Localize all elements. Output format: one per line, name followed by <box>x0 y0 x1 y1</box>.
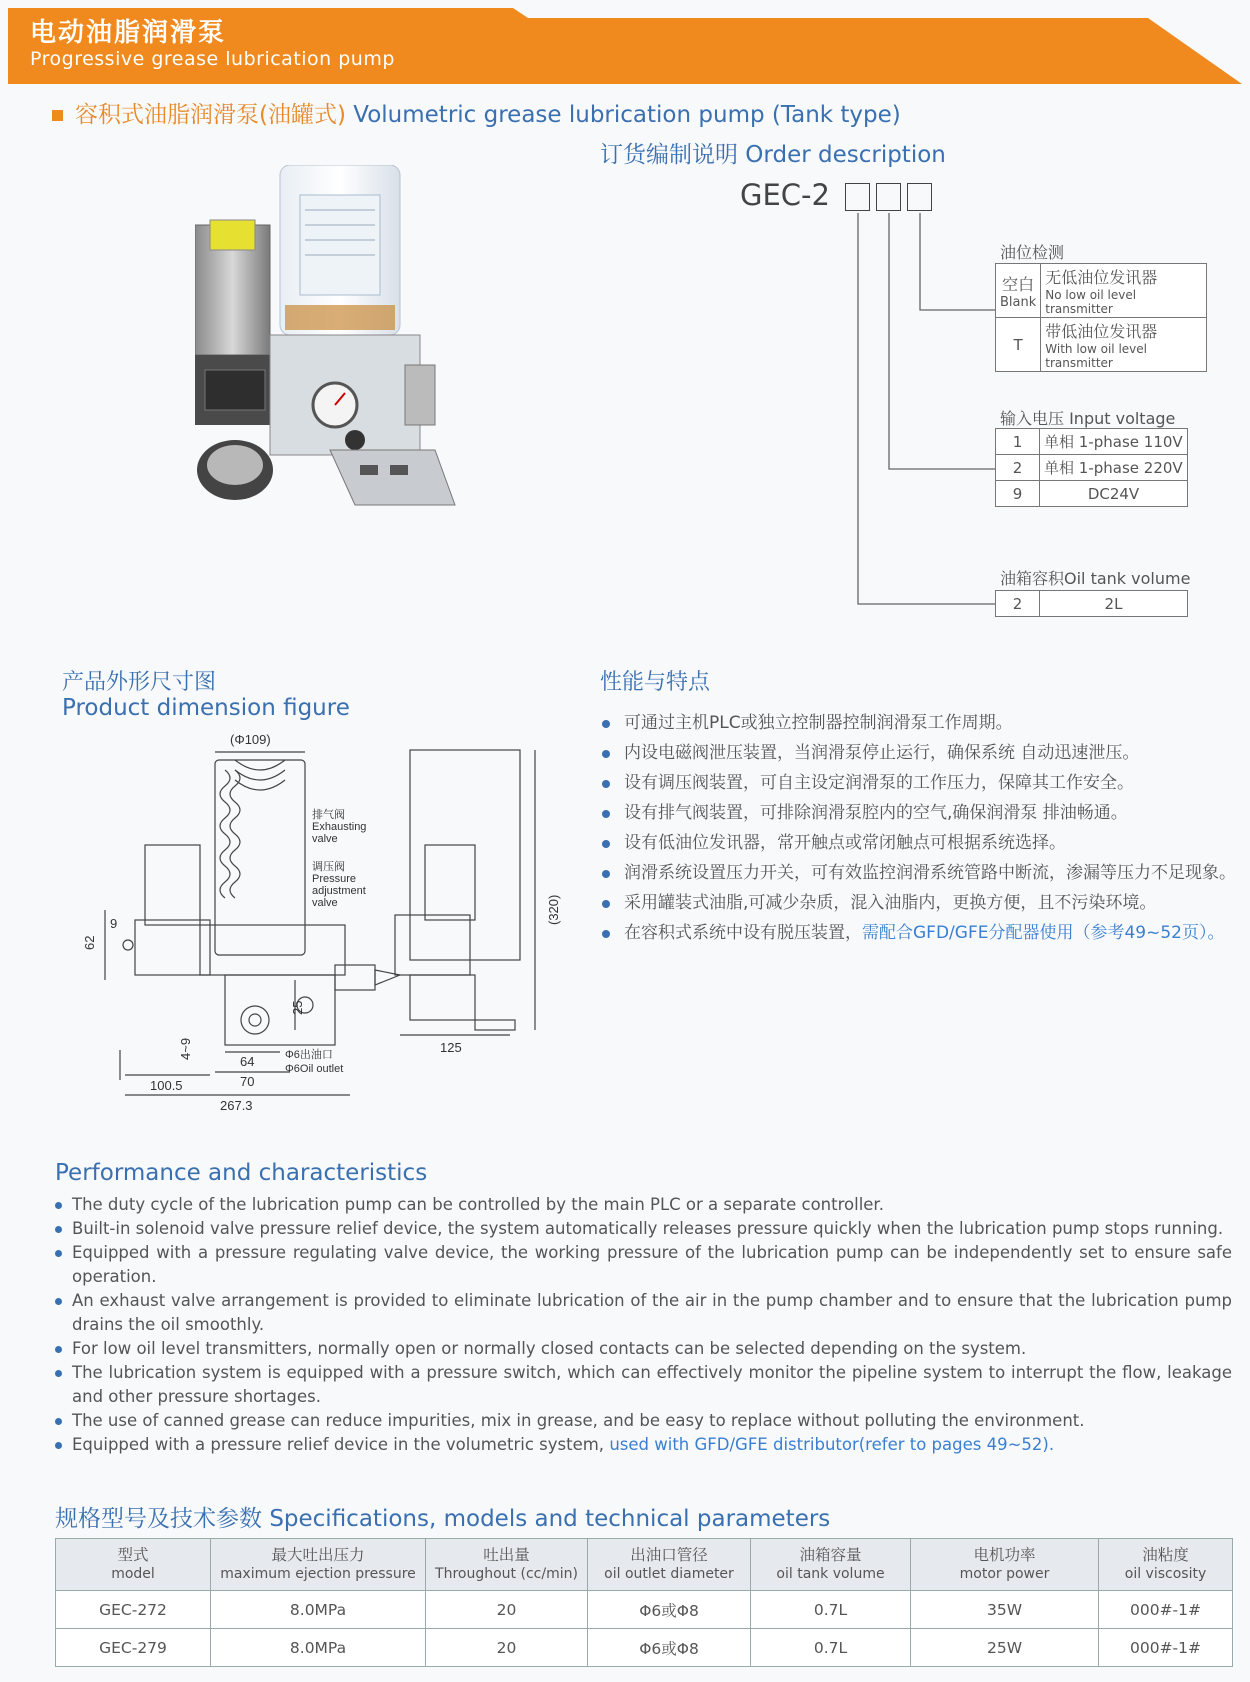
list-item: 设有排气阀装置，可排除润滑泵腔内的空气,确保润滑泵 排油畅通。 <box>598 798 1238 828</box>
table-cell: Φ6或Φ8 <box>588 1629 751 1667</box>
performance-title-en: Performance and characteristics <box>55 1160 428 1186</box>
dim-label-70: 70 <box>240 1074 255 1089</box>
column-header: 油箱容量 oil tank volume <box>751 1539 911 1591</box>
list-item <box>598 918 1238 948</box>
option-key: 2 <box>996 591 1040 617</box>
option-title-tank: 油箱容积Oil tank volume <box>1000 569 1191 588</box>
product-photo <box>195 165 485 535</box>
code-box-level <box>907 183 932 211</box>
column-header: 型式 model <box>56 1539 211 1591</box>
option-title-voltage: 输入电压 Input voltage <box>1000 409 1176 428</box>
option-desc: DC24V <box>1040 481 1188 507</box>
list-item: 采用罐装式油脂,可减少杂质，混入油脂内，更换方便，且不污染环境。 <box>598 888 1238 918</box>
dim-label-pressure-cn: 调压阀 <box>312 861 345 873</box>
table-cell: 000#-1# <box>1099 1591 1233 1629</box>
list-item: For low oil level transmitters, normally open or normally closed contacts can be selected depending on the system. <box>52 1337 1232 1361</box>
list-item <box>52 1433 1232 1457</box>
features-title-cn: 性能与特点 <box>600 670 711 695</box>
code-box-voltage <box>845 183 870 211</box>
list-item-text: 在容积式系统中设有脱压装置， <box>624 923 862 943</box>
list-item: Equipped with a pressure regulating valve device, the working pressure of the lubrication pump can be independently set to ensure safe operation. <box>52 1241 1232 1289</box>
table-cell: 20 <box>426 1629 588 1667</box>
dimension-title-cn: 产品外形尺寸图 <box>62 670 217 695</box>
table-cell: 000#-1# <box>1099 1629 1233 1667</box>
dim-label-pressure-en: valve <box>312 897 338 909</box>
dim-label-outlet-cn: Φ6出油口 <box>285 1049 333 1061</box>
dim-label-64: 64 <box>240 1054 255 1069</box>
option-title-oil-level: 油位检测 <box>1000 243 1065 262</box>
dim-label-exhaust-en: Exhausting <box>312 821 367 833</box>
option-key: 空白 <box>1002 274 1035 294</box>
option-desc: 1-phase 110V <box>1078 433 1183 451</box>
list-item-text: Equipped with a pressure relief device in the volumetric system, <box>72 1435 610 1454</box>
table-cell: 0.7L <box>751 1629 911 1667</box>
option-desc-cn: 单相 <box>1044 459 1075 477</box>
column-header: 出油口管径 oil outlet diameter <box>588 1539 751 1591</box>
table-row <box>56 1629 1233 1667</box>
list-item: 润滑系统设置压力开关，可有效监控润滑系统管路中断流，渗漏等压力不足现象。 <box>598 858 1238 888</box>
section-heading <box>52 96 901 129</box>
dim-label-pressure-en: adjustment <box>312 885 366 897</box>
table-cell: GEC-272 <box>56 1591 211 1629</box>
section-heading-en: Volumetric grease lubrication pump (Tank type) <box>353 102 901 128</box>
code-box-tank <box>876 183 901 211</box>
table-cell: GEC-279 <box>56 1629 211 1667</box>
specs-title-cn: 规格型号及技术参数 <box>55 1506 262 1532</box>
table-row <box>56 1591 1233 1629</box>
option-row <box>996 429 1188 455</box>
option-key: T <box>996 318 1041 372</box>
option-desc: 2L <box>1040 591 1188 617</box>
dim-label-125: 125 <box>440 1040 462 1055</box>
list-item: 可通过主机PLC或独立控制器控制润滑泵工作周期。 <box>598 708 1238 738</box>
performance-list-en <box>52 1193 1232 1457</box>
section-heading-cn: 容积式油脂润滑泵(油罐式) <box>75 102 346 128</box>
option-desc-cn: 单相 <box>1044 433 1075 451</box>
dimension-title-en: Product dimension figure <box>62 695 350 721</box>
option-table-tank <box>995 590 1188 617</box>
dim-label-25: 25 <box>290 1000 305 1015</box>
option-key: 1 <box>996 429 1040 455</box>
list-item: Built-in solenoid valve pressure relief device, the system automatically releases pressure quickly when the lubrication pump stops running. <box>52 1217 1232 1241</box>
features-list-cn <box>598 708 1238 948</box>
order-description-title: 订货编制说明 Order description <box>600 142 946 168</box>
option-table-oil-level <box>995 263 1207 372</box>
dim-label-267-3: 267.3 <box>220 1098 253 1113</box>
table-cell: 0.7L <box>751 1591 911 1629</box>
option-row <box>996 481 1188 507</box>
option-desc: With low oil level transmitter <box>1045 342 1147 370</box>
dim-label-exhaust-en: valve <box>312 833 338 845</box>
table-cell: 8.0MPa <box>211 1629 426 1667</box>
dim-label-62: 62 <box>82 935 97 950</box>
banner-title-cn: 电动油脂润滑泵 <box>30 18 227 48</box>
column-header: 吐出量 Throughout (cc/min) <box>426 1539 588 1591</box>
list-item: The duty cycle of the lubrication pump can be controlled by the main PLC or a separate controller. <box>52 1193 1232 1217</box>
dim-label-outlet-en: Φ6Oil outlet <box>285 1063 344 1075</box>
dim-label-320: (320) <box>546 894 561 925</box>
dim-label-pressure-en: Pressure <box>312 873 357 885</box>
list-item: 内设电磁阀泄压装置，当润滑泵停止运行，确保系统 自动迅速泄压。 <box>598 738 1238 768</box>
list-item: The use of canned grease can reduce impurities, mix in grease, and be easy to replace without polluting the environment. <box>52 1409 1232 1433</box>
option-row <box>996 455 1188 481</box>
table-cell: Φ6或Φ8 <box>588 1591 751 1629</box>
table-cell: 8.0MPa <box>211 1591 426 1629</box>
option-row <box>996 264 1207 318</box>
list-item: An exhaust valve arrangement is provided to eliminate lubrication of the air in the pump chamber and to ensure that the lubrication pump drains the oil smoothly. <box>52 1289 1232 1337</box>
option-key: Blank <box>1000 294 1037 310</box>
list-item: 设有低油位发讯器，常开触点或常闭触点可根据系统选择。 <box>598 828 1238 858</box>
dim-label-9: 9 <box>110 916 118 931</box>
dim-label-100-5: 100.5 <box>150 1078 183 1093</box>
option-key: 2 <box>996 455 1040 481</box>
dimension-drawing <box>80 730 600 1130</box>
list-item: The lubrication system is equipped with a pressure switch, which can effectively monitor the pipeline system to interrupt the flow, leakage and other pressure shortages. <box>52 1361 1232 1409</box>
page-reference-link[interactable]: used with GFD/GFE distributor(refer to pages 49~52). <box>609 1435 1055 1454</box>
list-item: 设有调压阀装置，可自主设定润滑泵的工作压力，保障其工作安全。 <box>598 768 1238 798</box>
order-code-prefix: GEC-2 <box>740 178 830 212</box>
specs-title <box>55 1500 830 1533</box>
option-desc: 带低油位发讯器 <box>1045 322 1158 341</box>
table-header-row <box>56 1539 1233 1591</box>
option-desc: 1-phase 220V <box>1078 459 1183 477</box>
table-cell: 20 <box>426 1591 588 1629</box>
option-table-voltage <box>995 428 1188 507</box>
option-desc: 无低油位发讯器 <box>1045 268 1158 287</box>
banner-title-en: Progressive grease lubrication pump <box>30 48 395 70</box>
dim-label-exhaust-cn: 排气阀 <box>312 809 345 821</box>
option-row <box>996 591 1188 617</box>
bullet-square-icon <box>52 110 63 121</box>
dim-label-4-9: 4~9 <box>178 1037 193 1060</box>
column-header: 最大吐出压力 maximum ejection pressure <box>211 1539 426 1591</box>
specs-title-en: Specifications, models and technical parameters <box>269 1506 831 1532</box>
option-row <box>996 318 1207 372</box>
dim-label-phi109: (Φ109) <box>230 732 271 747</box>
column-header: 油粘度 oil viscosity <box>1099 1539 1233 1591</box>
specs-table <box>55 1538 1233 1667</box>
option-desc: No low oil level transmitter <box>1045 288 1137 316</box>
page-reference-link[interactable]: 需配合GFD/GFE分配器使用（参考49~52页）。 <box>862 923 1225 943</box>
column-header: 电机功率 motor power <box>911 1539 1099 1591</box>
table-cell: 35W <box>911 1591 1099 1629</box>
option-key: 9 <box>996 481 1040 507</box>
table-cell: 25W <box>911 1629 1099 1667</box>
